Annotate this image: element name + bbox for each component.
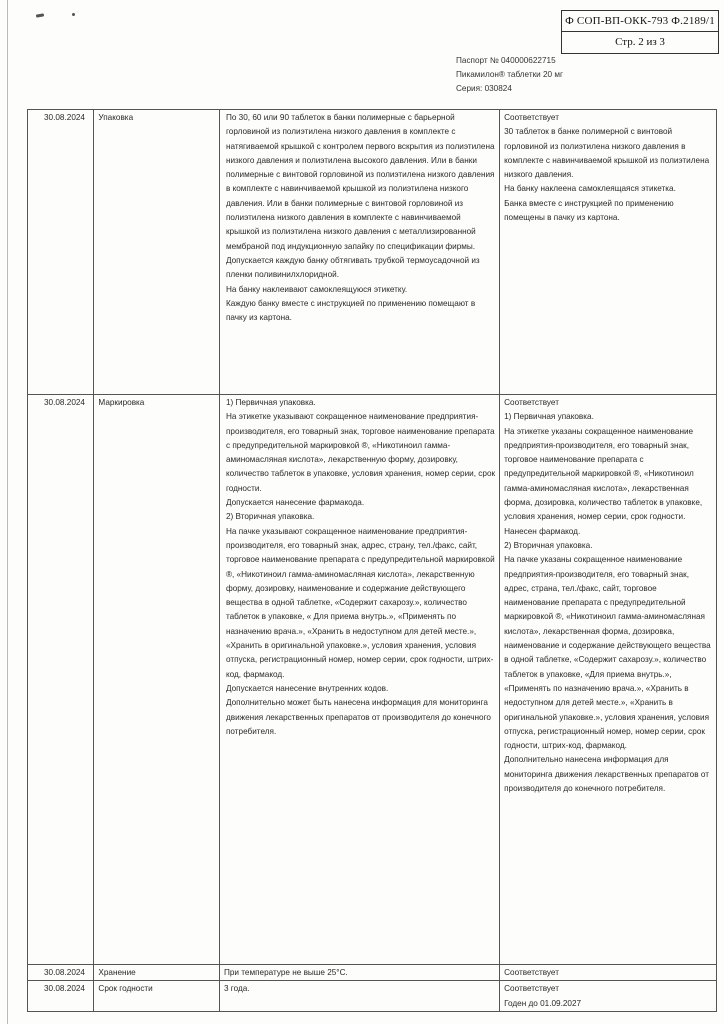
results-table — [27, 109, 717, 1012]
requirement-text: На банку наклеивают самоклеящуюся этикетку. — [225, 284, 408, 294]
document-header — [456, 54, 563, 96]
parameter-cell: Маркировка — [94, 395, 220, 965]
requirement-cell: При температуре не выше 25°С. — [219, 965, 499, 981]
parameter-cell: Упаковка — [94, 110, 220, 395]
product-name: Пикамилон® таблетки 20 мг — [456, 70, 563, 79]
result-text: Соответствует — [504, 984, 559, 994]
requirement-text: На пачке указывают сокращенное наименование предприятия-производителя, его товарный знак, адрес, страну, тел./факс, сайт, торговое наименование препарата с предупредительной маркировкой ®, «Никотиноил гамма-аминомасляная кислота», лекарственную форму, дозировку, наименование и содержание действующего вещества в одной таблетке, «Содержит сахарозу.», количество таблеток в упаковке, « Для приема внутрь.», «Применять по назначению врача.», «Хранить в недоступном для детей месте.», «Хранить в оригинальной упаковке.», условия хранения, условия отпуска, регистрационный номер, номер серии, срок годности, штрих-код, фармакод. — [225, 526, 495, 679]
result-text: Годен до 01.09.2027 — [504, 998, 582, 1008]
result-text: 2) Вторичная упаковка. — [504, 540, 593, 550]
parameter-cell: Срок годности — [94, 981, 220, 1012]
requirement-text: Дополнительно может быть нанесена информация для мониторинга движения лекарственных препаратов от производителя до конечного потребителя. — [225, 698, 491, 736]
date-cell: 30.08.2024 — [28, 110, 94, 395]
result-text: На пачке указаны сокращенное наименование предприятия-производителя, его товарный знак, адрес, страна, тел./факс, сайт, торговое наименование препарата с предупредительной маркировкой ®, «Никотиноил гамма-аминомасляная кислота», лекарственная форма, дозировка, наименование и содержание действующего вещества в одной таблетке, «Содержит сахарозу.», количество таблеток в упаковке, «Для приема внутрь.», «Применять по назначению врача.», «Хранить в недоступном для детей месте.», «Хранить в оригинальной упаковке.», условия хранения, условия отпуска, регистрационный номер, номер серии, срок годности, штрих-код, фармакод. — [504, 555, 711, 751]
scan-mark — [36, 13, 44, 17]
table-row — [28, 981, 717, 1012]
result-text: Соответствует — [504, 398, 559, 407]
date-cell: 30.08.2024 — [28, 981, 94, 1012]
parameter-cell: Хранение — [94, 965, 220, 981]
passport-number: Паспорт № 040000622715 — [456, 56, 556, 65]
result-text: Дополнительно нанесена информация для мониторинга движения лекарственных препаратов от производителя до конечного потребителя. — [504, 755, 709, 794]
margin-line — [7, 0, 8, 1024]
date-cell: 30.08.2024 — [28, 965, 94, 981]
result-cell — [500, 981, 717, 1012]
series-number: Серия: 030824 — [456, 84, 512, 93]
requirement-text: 1) Первичная упаковка. — [225, 398, 316, 407]
scan-dot — [72, 13, 75, 16]
result-cell — [500, 110, 717, 395]
requirement-text: Каждую банку вместе с инструкцией по применению помещают в пачку из картона. — [225, 298, 476, 323]
table-row — [28, 965, 717, 981]
requirement-text: На этикетке указывают сокращенное наименование предприятия-производителя, его товарный знак, торговое наименование препарата с предупредительной маркировкой ®, «Никотиноил гамма-аминомасляная кислота», лекарственную форму, дозировку, количество таблеток в упаковке, условия хранения, номер серии, срок годности. — [225, 412, 496, 493]
form-stamp — [561, 10, 719, 54]
requirement-text: 2) Вторичная упаковка. — [225, 512, 315, 522]
result-cell — [500, 395, 717, 965]
result-text: На этикетке указаны сокращенное наименование предприятия-производителя, его товарный знак, торговое наименование препарата с предупредительной маркировкой ®, «Никотиноил гамма-аминомасляная кислота», лекарственная форма, дозировка, количество таблеток в упаковке, условия хранения, номер серии, срок годности. Нанесен фармакод. — [504, 426, 703, 536]
form-code: Ф СОП-ВП-ОКК-793 Ф.2189/1 — [562, 11, 718, 32]
requirement-cell: 3 года. — [219, 981, 499, 1012]
requirement-text: Допускается нанесение внутренних кодов. — [225, 683, 389, 693]
result-text: 1) Первичная упаковка. — [504, 412, 594, 422]
requirement-cell — [219, 110, 499, 395]
table-row — [28, 395, 717, 965]
requirement-text: По 30, 60 или 90 таблеток в банки полимерные с барьерной горловиной из полиэтилена низкого давления в комплекте с натягиваемой крышкой с контролем первого вскрытия из полиэтилена низкого давления и полиэтилена высокого давления. Или в банки полимерные с винтовой горловиной из полиэтилена низкого давления в комплекте с навинчиваемой крышкой из полиэтилена низкого давления. Или в банки полимерные с винтовой горловиной из полиэтилена низкого давления в комплекте с навинчиваемой крышкой из полиэтилена низкого давления с металлизированной мембраной под индукционную запайку по спецификации фирмы. Допускается каждую банку обтягивать трубкой термоусадочной из пленки поливинилхлоридной. — [225, 113, 495, 280]
result-text: На банку наклеена самоклеящаяся этикетка. — [504, 184, 676, 194]
date-cell: 30.08.2024 — [28, 395, 94, 965]
result-cell: Соответствует — [500, 965, 717, 981]
result-text: Банка вместе с инструкцией по применению помещены в пачку из картона. — [504, 198, 674, 223]
requirement-cell — [219, 395, 499, 965]
requirement-text: Допускается нанесение фармакода. — [225, 498, 365, 508]
result-text: Соответствует — [504, 113, 559, 122]
page-number: Стр. 2 из 3 — [615, 36, 665, 48]
result-text: 30 таблеток в банке полимерной с винтовой горловиной из полиэтилена низкого давления в комплекте с навинчиваемой крышкой из полиэтилена низкого давления. — [504, 127, 710, 180]
table-row — [28, 110, 717, 395]
